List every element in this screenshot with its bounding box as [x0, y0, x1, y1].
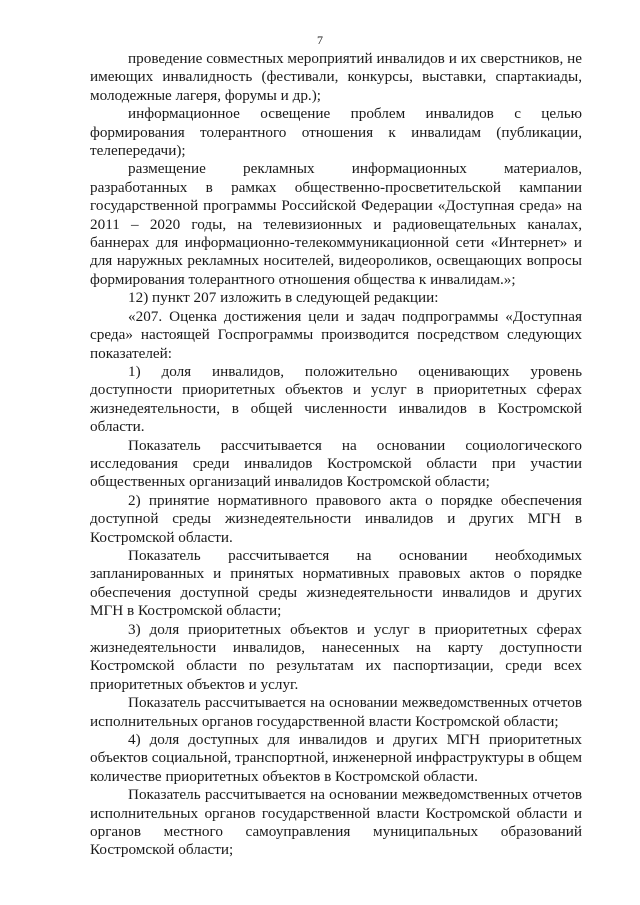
paragraph-p13: Показатель рассчитывается на основании межведомственных отчетов исполнительных органов государственной власти Костромской области и органов местного самоуправления муниципальных образований Костромской области; [90, 786, 582, 859]
paragraph-p07: Показатель рассчитывается на основании социологического исследования среди инвалидов Костромской области при участии общественных организаций инвалидов Костромской области; [90, 436, 582, 491]
paragraph-p02: информационное освещение проблем инвалидов с целью формирования толерантного отношения к инвалидам (публикации, телепередачи); [90, 105, 582, 160]
paragraph-p01: проведение совместных мероприятий инвалидов и их сверстников, не имеющих инвалидность (фестивали, конкурсы, выставки, спартакиады, молодежные лагеря, форумы и др.); [90, 50, 582, 104]
document-body [90, 50, 582, 860]
paragraph-p11: Показатель рассчитывается на основании межведомственных отчетов исполнительных органов государственной власти Костромской области; [90, 694, 582, 730]
paragraph-p12: 4) доля доступных для инвалидов и других МГН приоритетных объектов социальной, транспортной, инженерной инфраструктуры в общем количестве приоритетных объектов в Костромской области. [90, 731, 582, 785]
paragraph-p05: «207. Оценка достижения цели и задач подпрограммы «Доступная среда» настоящей Госпрограммы производится посредством следующих показателей: [90, 307, 582, 362]
paragraph-p06: 1) доля инвалидов, положительно оценивающих уровень доступности приоритетных объектов и услуг в приоритетных сферах жизнедеятельности, в общей численности инвалидов в Костромской области. [90, 362, 582, 436]
page-number: 7 [317, 33, 323, 47]
paragraph-p04: 12) пункт 207 изложить в следующей редакции: [128, 289, 439, 307]
paragraph-p03: размещение рекламных информационных материалов, разработанных в рамках общественно-просветительской кампании государственной программы Российской Федерации «Доступная среда» на 2011 – 2020 годы, на телевизионных и радиовещательных каналах, баннерах для информационно-телекоммуникационной сети «Интернет» и для наружных рекламных носителей, видеороликов, освещающих вопросы формирования толерантного отношения общества к инвалидам.»; [90, 160, 582, 288]
paragraph-p09: Показатель рассчитывается на основании необходимых запланированных и принятых нормативных правовых актов о порядке обеспечения доступной среды жизнедеятельности инвалидов и других МГН в Костромской области; [90, 546, 582, 620]
paragraph-p10: 3) доля приоритетных объектов и услуг в приоритетных сферах жизнедеятельности инвалидов, нанесенных на карту доступности Костромской области по результатам их паспортизации, среди всех приоритетных объектов и услуг. [90, 620, 582, 693]
paragraph-p08: 2) принятие нормативного правового акта о порядке обеспечения доступной среды жизнедеятельности инвалидов и других МГН в Костромской области. [90, 491, 582, 546]
